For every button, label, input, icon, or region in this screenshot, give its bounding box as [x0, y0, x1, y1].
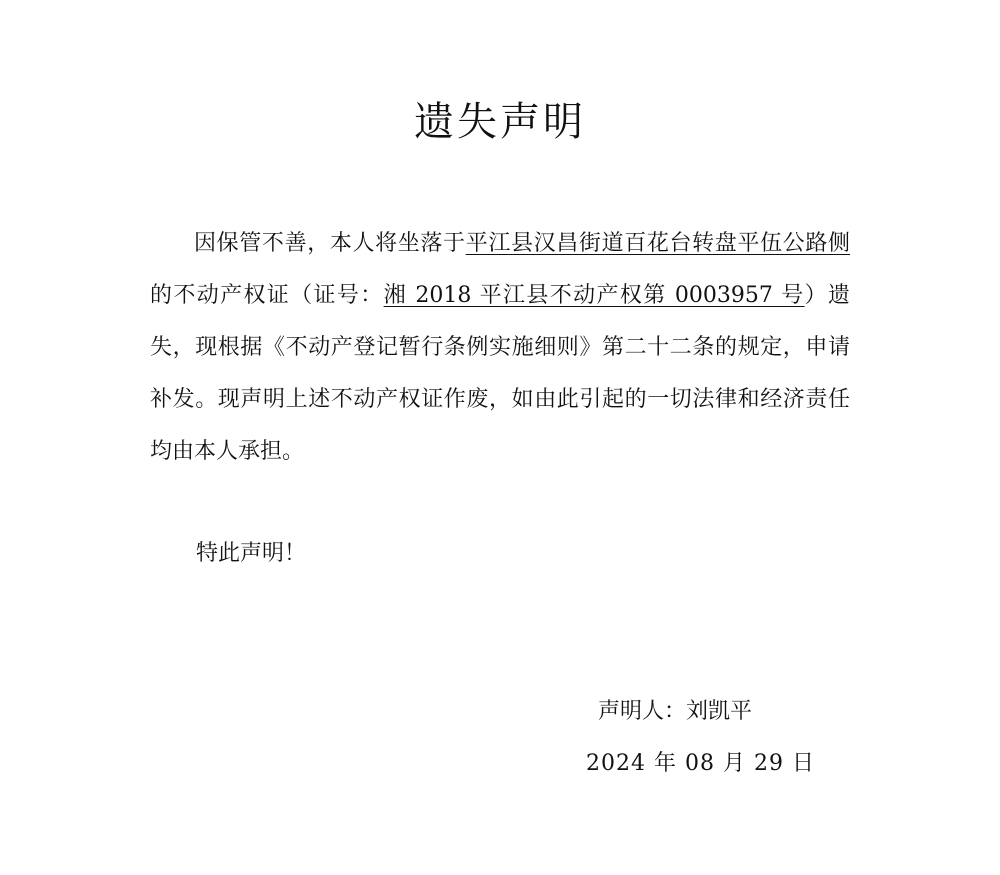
declaration-date: 2024 年 08 月 29 日	[586, 751, 815, 776]
document-title: 遗失声明	[414, 99, 586, 145]
paragraph-text-3: ）遗失，现根据《不动产登记暂行条例实施细则》第二十二条的规定，申请补发。现声明上述不动产权证作废，如由此引起的一切法律和经济责任均由本人承担。	[150, 283, 850, 464]
paragraph-text-2: 的不动产权证（证号：	[150, 283, 384, 308]
certificate-number: 湘 2018 平江县不动产权第 0003957 号	[383, 283, 805, 308]
declaration-paragraph	[150, 218, 850, 478]
declarant-signature: 声明人：刘凯平	[598, 699, 753, 724]
paragraph-text-1: 因保管不善，本人将坐落于	[194, 231, 466, 256]
property-location: 平江县汉昌街道百花台转盘平伍公路侧	[465, 231, 850, 256]
closing-statement: 特此声明！	[196, 541, 307, 566]
